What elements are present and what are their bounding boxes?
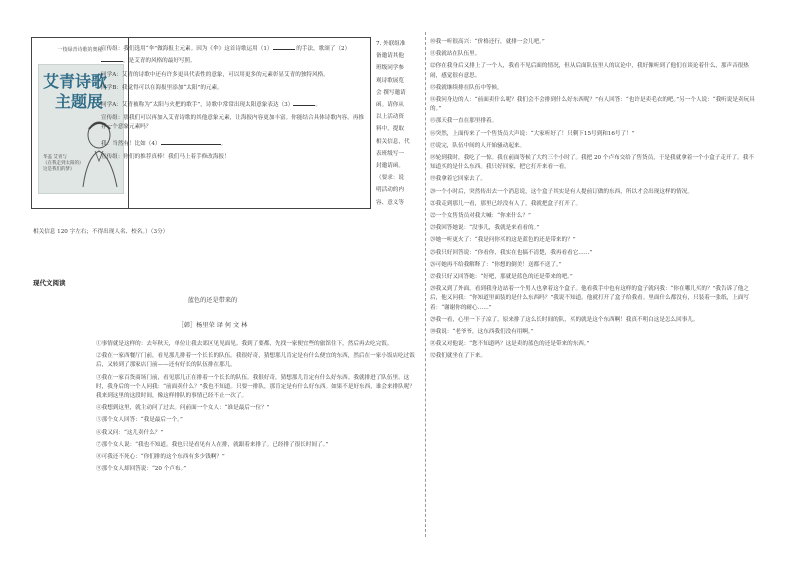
story-paragraph: ⑬我就继续排在队伍中等候。 — [430, 84, 503, 91]
story-left-column — [96, 340, 416, 474]
poster-top-caption: 一枝绿青诗歌的奥秘 — [57, 47, 103, 53]
answer-blank-2[interactable] — [101, 54, 123, 62]
story-paragraph: ㉚我说：“老爷爷，这东西我们没有用啊。” — [430, 329, 534, 336]
answer-blank-4[interactable] — [161, 137, 221, 145]
story-paragraph: ㉗我只好又回答她：“好吧，那就是蓝色的还是带来的吧。” — [430, 274, 573, 281]
story-paragraph: ③我在一家百货商场门前，看见那儿正在排着一个长长的队伍。我很好奇，猜想那儿肯定有什么好东西。我就排进了队伍里。这时，我身后的一个人问我：“前面卖什么？”我也不知道。只要一排队，那肯定是有什么好东西。如果不是好东西，谁会来排队呢？我来到这里的这段时间，像这样排队的事情已经不止一次了。 — [96, 374, 415, 400]
question-7-column: 7. 外联组准 备邀请其他 班级同学参 观诗歌展览 会 撰写邀请 函。请你从 以上活动资 料中，提取 相关信息，代 表班级写一 封邀请函。 （要求：说 明活动的内 容、意义等 — [376, 41, 410, 206]
story-paragraph: ④我想到这里，就主动问了过去。问前面一个女人：“谁是最后一位？” — [96, 405, 270, 412]
story-paragraph: ㉔她一听更火了：“我是问你买的这是蓝色的还是带来的？” — [430, 237, 576, 244]
story-paragraph: ⑭我问身边的人：“前面卖什么呢？我们会不会排到什么好东西呢？”有人回答：“也许是卖毛衣的吧。”另一个人说：“我听说是卖玩具的。” — [430, 97, 755, 113]
modern-reading-label: 现代文阅读 — [33, 280, 66, 287]
story-paragraph: ㉛我又对他说：“您不知道吗？这是卖的蓝色的还是带来的东西。” — [430, 341, 590, 348]
story-paragraph: ㉙我一看，心里一下子凉了，原来排了这么长时间的队，买的就是这个东西啊！我真不明白这是怎么回事儿。 — [430, 316, 699, 323]
poster-caption-3: 这是我们的梦》 — [43, 167, 75, 172]
story-paragraph: ⑩我一听很高兴：“价格还行，就排一会儿吧。” — [430, 39, 545, 45]
story-paragraph: ⑨那个女人却回答说：“20 个卢布。” — [96, 466, 187, 473]
poster-title-line2: 主题展 — [55, 92, 104, 111]
story-paragraph: ⑧可我还不死心：“你们排的这个东西有多少钱啊？” — [96, 454, 225, 461]
question-7-requirement: 相关信息 120 字左右；不得出现人名、校名。）（3分） — [33, 229, 169, 235]
story-paragraph: ⑲我拿着它回家去了。 — [430, 176, 486, 183]
story-paragraph: ⑤那个女人回答：“我是最后一个。” — [96, 417, 183, 424]
dialog-line-3: 同学B：我觉得可以在海报里添加“太阳”的元素。 — [101, 85, 223, 92]
poster-caption-1: 华盖 艾青与 — [43, 155, 67, 160]
dialog-line-7: 宣传组：你们的推荐真棒！我们马上着手修改海报！ — [101, 154, 230, 161]
story-title: 蓝色的还是带来的 — [187, 297, 238, 304]
story-paragraph: ㉘我又到了外面，看到我身边站着一个男人也拿着这个盒子。他看我手中也有这样的盒子就问我：“你在哪儿买的？”我告诉了他之后，他又问我：“你知道里面装的是什么东西吗？”我说不知道。他就打开了盒子给我看。里面什么都没有，只装着一张纸，上面写着：“谢谢你的耐心……” — [430, 286, 749, 311]
story-author: ［韩］杨里荣 译 何 文 林 — [177, 322, 248, 329]
story-paragraph: ㉖可她再不给我解释了：“你想的倒美！送都不送了。” — [430, 261, 562, 268]
dialog-block — [101, 42, 366, 167]
poster-caption-2: 《在我走到太阳的》 — [43, 161, 84, 166]
dialog-line-4: 同学A：艾青被称为“太阳与火把的歌手”，诗歌中常常出现太阳意象表达（3） 。 — [101, 98, 366, 110]
story-paragraph: ①事情就是这样的：去年秋天，单位让我去郊区见见面见。我到了要都，先找一家便宜些的旅馆住下，然后再去吃完饭。 — [96, 341, 393, 347]
story-paragraph: ㉓我回答她说：“没事儿，我就是来看看的。” — [430, 225, 540, 232]
story-paragraph: ⑮那天我一直在那里排着。 — [430, 118, 498, 125]
story-paragraph: ㉑我走到那儿一看，那里已经没有人了，我就把盒子打开了。 — [430, 200, 582, 207]
story-paragraph: ㉜我们就坐在了下来。 — [430, 353, 486, 360]
story-paragraph: ⑦那个女人说：“我也不知道。我也只是看见有人在排，就跟着来排了。已经排了很长时间了。” — [96, 441, 329, 448]
dialog-line-6: 我：当然有！比如（4） 。 — [101, 137, 366, 149]
story-paragraph: ⑰说完，队伍中间的人开始骚动起来。 — [430, 142, 526, 149]
story-paragraph: ㉕我只好回答说：“你看你，我实在也搞不清楚，我再看看它……” — [430, 249, 593, 256]
story-right-column — [430, 38, 758, 362]
answer-blank-1[interactable] — [273, 42, 295, 50]
answer-blank-3[interactable] — [293, 98, 315, 106]
story-paragraph: ⑳一个小时后，突然传出去一个消息说，这个盒子其实是有人提前订做的东西，所以才会出现这样的情况。 — [430, 188, 693, 195]
story-paragraph: ⑱轮到我时，我吃了一惊。我在前面等候了大约三个小时了。我把 20 个卢布交给了售货员，于是我就拿着一个小盒子走开了。我不知道买的是什么东西。我只好回家，把它打开来看一看。 — [430, 155, 754, 171]
story-paragraph: ⑯突然，上面传来了一个售货员大声说：“大家听好了！只剩下15号到和16号了！” — [430, 130, 635, 137]
dialog-line-5: 宣传组：那我们可以再加入艾青诗歌的其他意象元素，让海报内容更加丰富。你能结合具体诗歌内容，再推荐一个意象元素吗？ — [101, 115, 364, 131]
story-paragraph: ㉒一个女售货员对我大喊：“你来什么？” — [430, 213, 531, 220]
story-paragraph: ⑫你在我身后又排上了一个人，我看不见后面的情况，但从后面队伍里人的议论中，我好像听到了他们在谈论着什么，那声音很热闹，感觉很有意思。 — [430, 63, 749, 79]
page-divider — [425, 32, 426, 537]
dialog-line-2: 同学A：艾青的诗歌中还有许多更具代表性的意象，可以用更多的元素彰显艾青的独特风格。 — [101, 71, 329, 78]
poster-title-line1: 艾青诗歌 — [43, 72, 108, 91]
dialog-line-1: 宣传组：我们选用“伞”做海报主元素。因为《伞》这首诗歌运用（1） 的手法，歌颂了（2），是艾青的风格的最好写照。 — [101, 42, 366, 67]
story-paragraph: ⑪我就站在队伍里。 — [430, 51, 481, 58]
story-paragraph: ⑥我又问：“这儿卖什么？” — [96, 429, 164, 436]
story-paragraph: ②我在一家西餐厅门前，看见那儿排着一个长长的队伍。我很好奇，猜想那儿肯定是有什么便宜的东西，然后在一家小饭店吃过饭后，又转到了那家店门前——还有好长的队伍排在那儿。 — [96, 353, 415, 369]
